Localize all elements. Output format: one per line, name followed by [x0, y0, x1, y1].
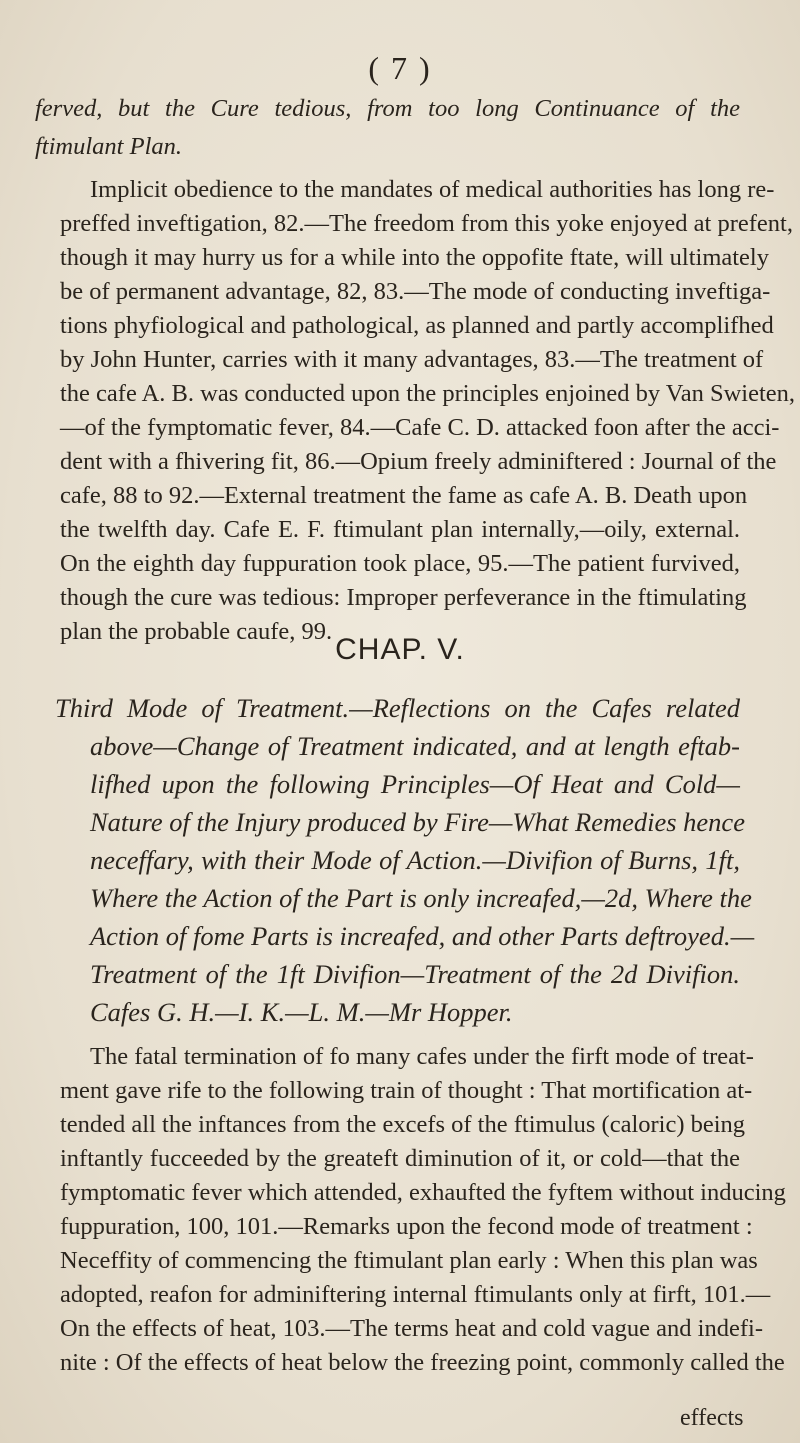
text-line: by John Hunter, carries with it many advantages, 83.—The treatment of	[60, 346, 764, 373]
text-line: neceffary, with their Mode of Action.—Divifion of Burns, 1ft,	[90, 845, 740, 875]
text-line: nite : Of the effects of heat below the freezing point, commonly called the	[60, 1349, 785, 1376]
text-line: ftimulant Plan.	[35, 133, 182, 160]
text-line: the twelfth day. Cafe E. F. ftimulant plan internally,—oily, external.	[60, 516, 740, 543]
text-line: inftantly fucceeded by the greateft diminution of it, or cold—that the	[60, 1145, 740, 1172]
text-line: Implicit obedience to the mandates of medical authorities has long re-	[90, 176, 775, 203]
text-line: Third Mode of Treatment.—Reflections on the Cafes related	[55, 693, 740, 723]
text-line: Neceffity of commencing the ftimulant plan early : When this plan was	[60, 1247, 758, 1274]
text-line: above—Change of Treatment indicated, and at length eftab-	[90, 731, 740, 761]
text-line: the cafe A. B. was conducted upon the principles enjoined by Van Swieten,	[60, 380, 796, 407]
text-line: lifhed upon the following Principles—Of Heat and Cold—	[90, 769, 740, 799]
text-line: —of the fymptomatic fever, 84.—Cafe C. D. attacked foon after the acci-	[60, 414, 780, 441]
text-line: Action of fome Parts is increafed, and other Parts deftroyed.—	[90, 921, 755, 951]
text-line: Nature of the Injury produced by Fire—What Remedies hence	[90, 807, 745, 837]
text-line: adopted, reafon for adminiftering internal ftimulants only at firft, 101.—	[60, 1281, 771, 1308]
text-line: plan the probable caufe, 99.	[60, 618, 333, 645]
text-line: tended all the inftances from the excefs of the ftimulus (caloric) being	[60, 1111, 746, 1138]
text-line: Cafes G. H.—I. K.—L. M.—Mr Hopper.	[90, 997, 513, 1027]
text-line: be of permanent advantage, 82, 83.—The mode of conducting inveftiga-	[60, 278, 771, 305]
text-line: ment gave rife to the following train of thought : That mortification at-	[60, 1077, 753, 1104]
text-line: cafe, 88 to 92.—External treatment the fame as cafe A. B. Death upon	[60, 482, 748, 509]
text-line: dent with a fhivering fit, 86.—Opium freely adminiftered : Journal of the	[60, 448, 777, 475]
text-line: On the eighth day fuppuration took place, 95.—The patient furvived,	[60, 550, 740, 577]
text-line: Treatment of the 1ft Divifion—Treatment of the 2d Divifion.	[90, 959, 740, 989]
text-line: On the effects of heat, 103.—The terms heat and cold vague and indefi-	[60, 1315, 763, 1342]
chapter-heading: CHAP. V.	[335, 633, 465, 666]
text-line: The fatal termination of fo many cafes under the firft mode of treat-	[90, 1043, 754, 1070]
page-number: ( 7 )	[368, 50, 432, 86]
text-line: though it may hurry us for a while into the oppofite ftate, will ultimately	[60, 244, 769, 271]
catchword: effects	[680, 1405, 744, 1431]
text-line: ferved, but the Cure tedious, from too long Continuance of the	[35, 95, 740, 122]
text-line: fymptomatic fever which attended, exhaufted the fyftem without inducing	[60, 1179, 786, 1206]
text-line: preffed inveftigation, 82.—The freedom from this yoke enjoyed at prefent,	[60, 210, 793, 237]
text-line: Where the Action of the Part is only increafed,—2d, Where the	[90, 883, 752, 913]
text-line: though the cure was tedious: Improper perfeverance in the ftimulating	[60, 584, 747, 611]
text-line: fuppuration, 100, 101.—Remarks upon the fecond mode of treatment :	[60, 1213, 753, 1240]
text-line: tions phyfiological and pathological, as planned and partly accomplifhed	[60, 312, 774, 339]
